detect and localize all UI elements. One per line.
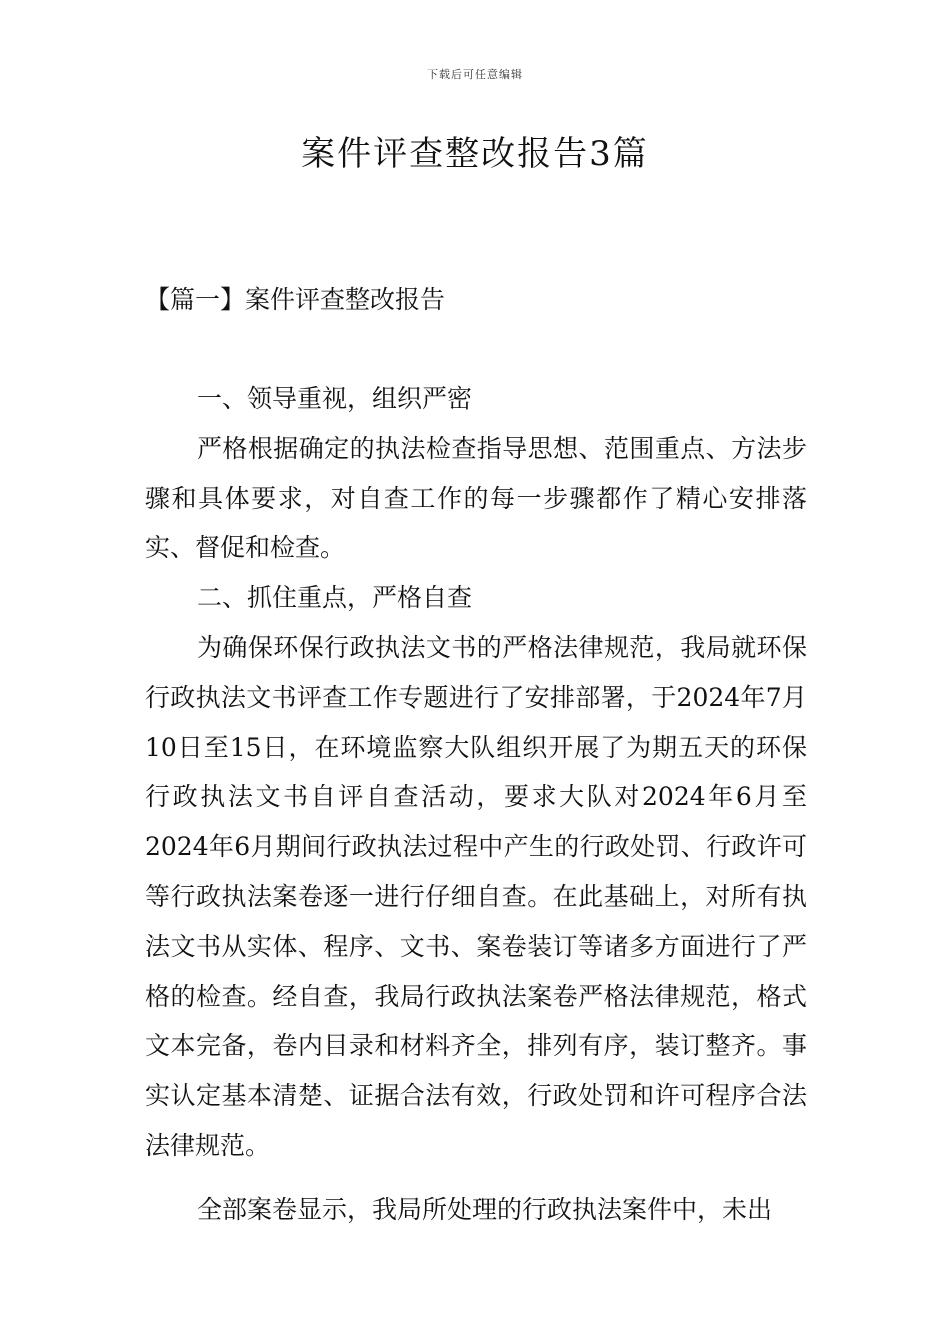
section-heading: 【篇一】案件评查整改报告 bbox=[145, 285, 446, 314]
paragraph-3: 全部案卷显示，我局所处理的行政执法案件中，未出 bbox=[197, 1194, 773, 1224]
paragraph-1: 严格根据确定的执法检查指导思想、范围重点、方法步骤和具体要求，对自查工作的每一步骤都作了精心安排落实、督促和检查。 bbox=[145, 433, 807, 563]
document-title: 案件评查整改报告3篇 bbox=[301, 134, 649, 174]
document-body bbox=[145, 374, 807, 1235]
subheading-1: 一、领导重视，组织严密 bbox=[197, 384, 473, 413]
paragraph-2: 为确保环保行政执法文书的严格法律规范，我局就环保行政执法文书评查工作专题进行了安排部署，于2024年7月10日至15日，在环境监察大队组织开展了为期五天的环保行政执法文书自评自查活动，要求大队对2024年6月至2024年6月期间行政执法过程中产生的行政处罚、行政许可等行政执法案卷逐一进行仔细自查。在此基础上，对所有执法文书从实体、程序、文书、案卷装订等诸多方面进行了严格的检查。经自查，我局行政执法案卷严格法律规范，格式文本完备，卷内目录和材料齐全，排列有序，装订整齐。事实认定基本清楚、证据合法有效，行政处罚和许可程序合法法律规范。 bbox=[145, 632, 807, 1160]
header-note: 下载后可任意编辑 bbox=[427, 68, 523, 81]
subheading-2: 二、抓住重点，严格自查 bbox=[197, 583, 473, 613]
